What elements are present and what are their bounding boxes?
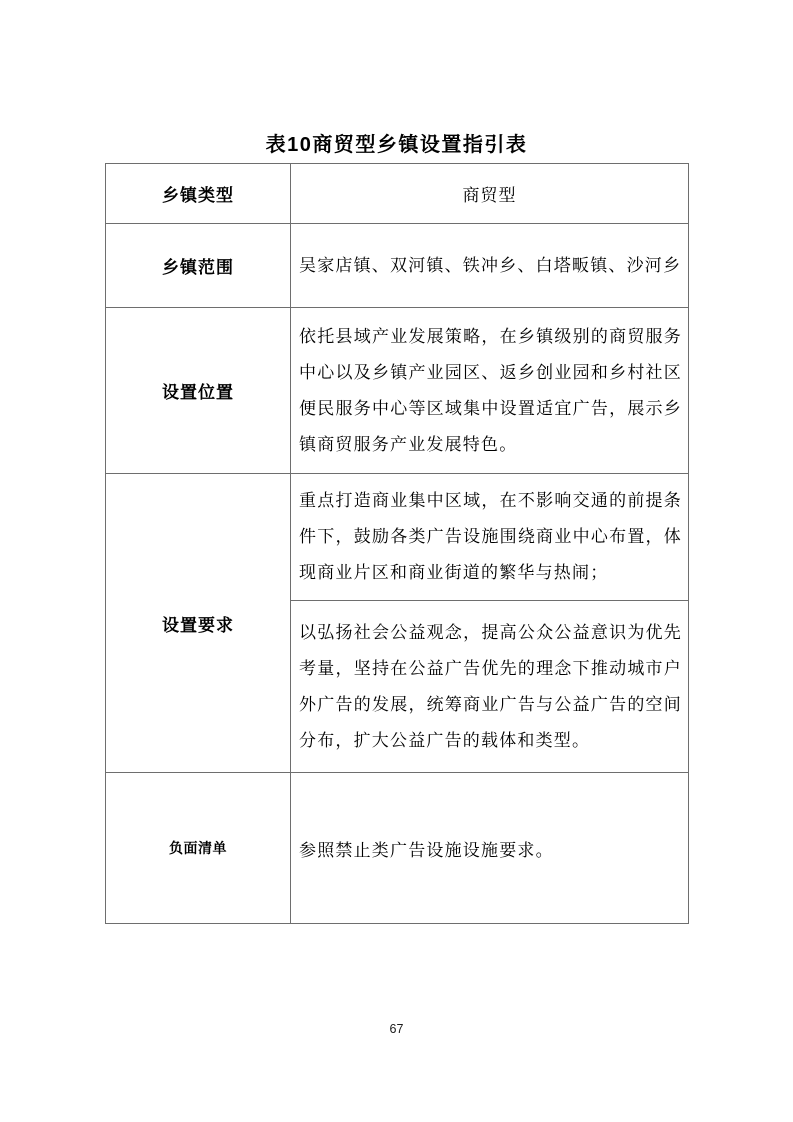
cell-township-type-value: 商贸型 <box>291 164 689 224</box>
table-row-township-scope <box>106 224 689 308</box>
page-number: 67 <box>389 1022 404 1036</box>
row-label-setup-location: 设置位置 <box>106 308 291 474</box>
cell-township-scope-value: 吴家店镇、双河镇、铁冲乡、白塔畈镇、沙河乡 <box>291 224 689 308</box>
page-title: 表10商贸型乡镇设置指引表 <box>265 134 528 156</box>
table-row-township-type <box>106 164 689 224</box>
table-row-negative-list <box>106 773 689 924</box>
row-label-setup-requirements: 设置要求 <box>106 474 291 773</box>
row-label-negative-list: 负面清单 <box>106 773 291 924</box>
cell-setup-requirements-part2: 以弘扬社会公益观念，提高公众公益意识为优先考量，坚持在公益广告优先的理念下推动城市户外广告的发展，统筹商业广告与公益广告的空间分布，扩大公益广告的载体和类型。 <box>291 601 689 773</box>
township-guide-table <box>105 163 689 924</box>
row-label-township-scope: 乡镇范围 <box>106 224 291 308</box>
table-row-setup-location <box>106 308 689 474</box>
table-row-setup-requirements-part1 <box>106 474 689 601</box>
row-label-township-type: 乡镇类型 <box>106 164 291 224</box>
cell-setup-requirements-part1: 重点打造商业集中区域，在不影响交通的前提条件下，鼓励各类广告设施围绕商业中心布置，体现商业片区和商业街道的繁华与热闹； <box>291 474 689 601</box>
cell-setup-location-value: 依托县域产业发展策略，在乡镇级别的商贸服务中心以及乡镇产业园区、返乡创业园和乡村社区便民服务中心等区域集中设置适宜广告，展示乡镇商贸服务产业发展特色。 <box>291 308 689 474</box>
cell-negative-list-value: 参照禁止类广告设施设施要求。 <box>291 773 689 924</box>
